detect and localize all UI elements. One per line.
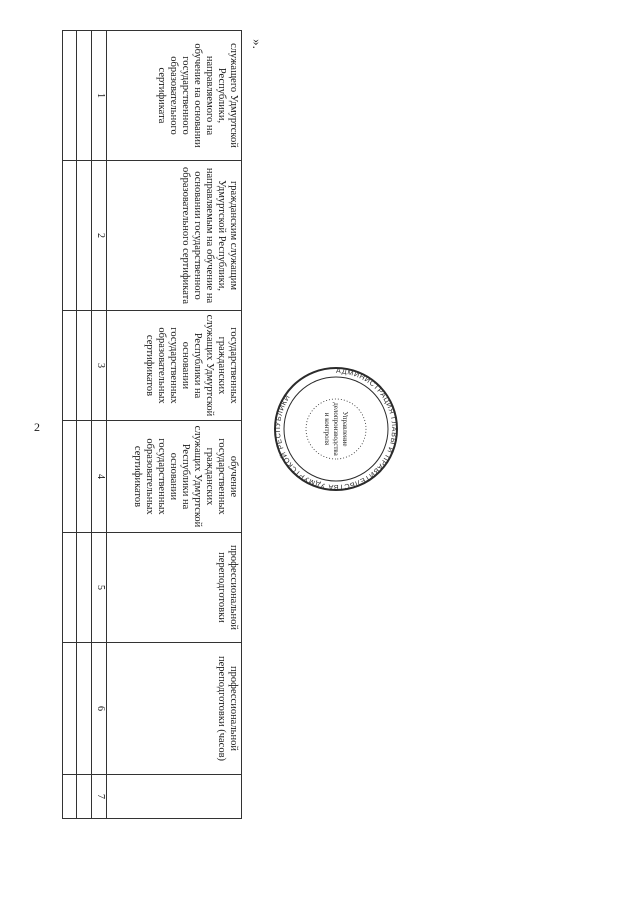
table-row bbox=[77, 31, 91, 819]
column-header-5: профессиональной переподготовки bbox=[107, 533, 242, 643]
column-header-4: обучение государственных гражданских служащих Удмуртской Республики на основании государственных образовательных сертификатов bbox=[107, 421, 242, 533]
seal-inner-line-3: и контроля bbox=[323, 412, 331, 446]
seal-inner-line-2: делопроизводства bbox=[332, 402, 340, 456]
column-header-7 bbox=[107, 775, 242, 819]
column-number-5: 5 bbox=[91, 533, 107, 643]
column-header-6: профессиональной переподготовки (часов) bbox=[107, 643, 242, 775]
column-header-1: служащего Удмуртской Республики, направляемого на обучение на основании государственного образовательного сертификата bbox=[107, 31, 242, 161]
column-number-2: 2 bbox=[91, 161, 107, 311]
closing-quote: ». bbox=[249, 39, 265, 49]
column-header-3: государственных гражданских служащих Удмуртской Республики на основании государственных образовательных сертификатов bbox=[107, 311, 242, 421]
official-seal bbox=[272, 365, 400, 493]
table-row bbox=[63, 31, 78, 819]
page-number: 2 bbox=[34, 420, 40, 434]
seal-outer-text: АДМИНИСТРАЦИЯ ГЛАВЫ И ПРАВИТЕЛЬСТВА УДМУРТСКОЙ РЕСПУБЛИКИ bbox=[272, 365, 400, 493]
seal-inner-line-1: Управление bbox=[341, 411, 349, 447]
column-number-6: 6 bbox=[91, 643, 107, 775]
column-number-7: 7 bbox=[91, 775, 107, 819]
document-table bbox=[62, 30, 242, 818]
column-number-1: 1 bbox=[91, 31, 107, 161]
column-number-3: 3 bbox=[91, 311, 107, 421]
column-number-4: 4 bbox=[91, 421, 107, 533]
column-header-2: гражданским служащим Удмуртской Республики, направляемым на обучение на основании государственного образовательного сертификата bbox=[107, 161, 242, 311]
